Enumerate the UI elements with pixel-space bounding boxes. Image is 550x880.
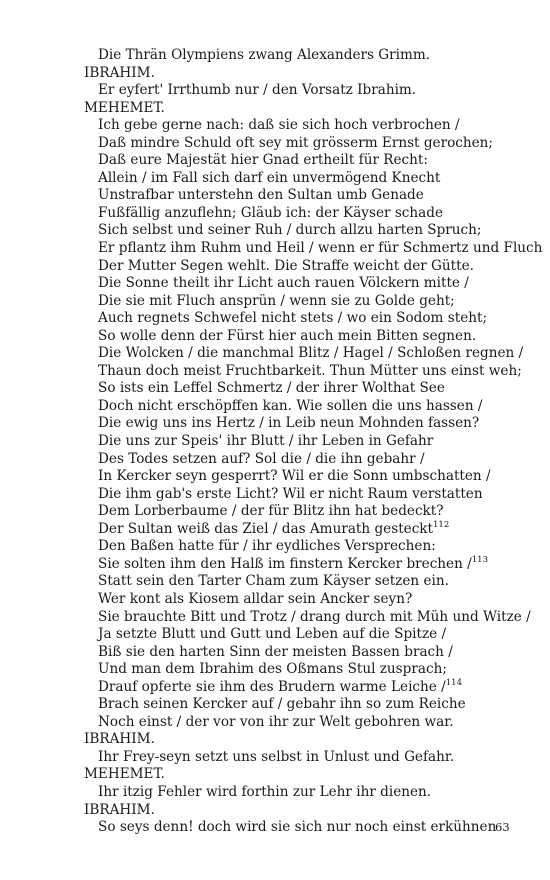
verse-text: Die Wolcken / die manchmal Blitz / Hagel / Schloßen regnen / <box>98 345 524 362</box>
verse-text: Die Sonne theilt ihr Licht auch rauen Völckern mitte / <box>98 275 469 292</box>
verse-line <box>84 328 524 346</box>
verse-line <box>84 679 524 697</box>
speaker-heading <box>84 100 524 118</box>
verse-text: Sie solten ihm den Halß im finstern Kercker brechen / <box>98 555 472 572</box>
verse-text: Doch nicht erschöpffen kan. Wie sollen die uns hassen / <box>98 397 483 414</box>
verse-line <box>84 521 524 539</box>
verse-line <box>84 187 524 205</box>
verse-text: Statt sein den Tarter Cham zum Käyser setzen ein. <box>98 573 449 590</box>
verse-text: Er eyfert' Irrthumb nur / den Vorsatz Ibrahim. <box>98 82 417 99</box>
verse-text: Ja setzte Blutt und Gutt und Leben auf die Spitze / <box>98 626 447 643</box>
verse-text: Die ewig uns ins Hertz / in Leib neun Mohnden fassen? <box>98 415 480 432</box>
speaker-heading <box>84 766 524 784</box>
verse-line <box>84 415 524 433</box>
footnote-marker: 113 <box>471 554 488 565</box>
speaker-heading <box>84 802 524 820</box>
verse-line <box>84 503 524 521</box>
verse-text: In Kercker seyn gesperrt? Wil er die Sonn umbschatten / <box>98 468 491 485</box>
verse-line <box>84 433 524 451</box>
verse-text: Des Todes setzen auf? Sol die / die ihn gebahr / <box>98 450 425 467</box>
speaker-name: IBRAHIM. <box>84 731 155 748</box>
verse-line <box>84 644 524 662</box>
verse-line <box>84 275 524 293</box>
verse-line <box>84 310 524 328</box>
verse-line <box>84 47 524 65</box>
verse-line <box>84 398 524 416</box>
speaker-heading <box>84 65 524 83</box>
verse-line <box>84 661 524 679</box>
speaker-name: IBRAHIM. <box>84 801 155 818</box>
verse-line <box>84 117 524 135</box>
verse-text: Unstrafbar unterstehn den Sultan umb Genade <box>98 187 424 204</box>
verse-line <box>84 696 524 714</box>
verse-line <box>84 82 524 100</box>
speaker-name: MEHEMET. <box>84 99 165 116</box>
verse-text: Den Baßen hatte für / ihr eydliches Versprechen: <box>98 538 436 555</box>
verse-line <box>84 486 524 504</box>
verse-line <box>84 451 524 469</box>
verse-text: Ich gebe gerne nach: daß sie sich hoch verbrochen / <box>98 117 460 134</box>
verse-line <box>84 240 543 258</box>
page-number: 63 <box>495 820 510 834</box>
verse-text: Sie brauchte Bitt und Trotz / drang durch mit Müh und Witze / <box>98 608 531 625</box>
verse-line <box>84 363 524 381</box>
verse-text: Der Sultan weiß das Ziel / das Amurath gesteckt <box>98 520 434 537</box>
speaker-name: IBRAHIM. <box>84 64 155 81</box>
verse-text: Thaun doch meist Fruchtbarkeit. Thun Mütter uns einst weh; <box>98 362 522 379</box>
verse-text: Drauf opferte sie ihm des Brudern warme Leiche / <box>98 678 446 695</box>
verse-text: Allein / im Fall sich darf ein unvermögend Knecht <box>98 169 441 186</box>
verse-text: Noch einst / der vor von ihr zur Welt gebohren war. <box>98 713 454 730</box>
verse-text-block <box>84 47 543 837</box>
verse-line <box>84 626 524 644</box>
verse-line <box>84 468 524 486</box>
verse-line <box>84 222 524 240</box>
verse-line <box>84 293 524 311</box>
verse-text: Die ihm gab's erste Licht? Wil er nicht Raum verstatten <box>98 485 483 502</box>
speaker-name: MEHEMET. <box>84 766 165 783</box>
verse-line <box>84 608 531 627</box>
verse-text: Ihr Frey-seyn setzt uns selbst in Unlust und Gefahr. <box>98 748 455 765</box>
verse-text: Daß mindre Schuld oft sey mit grösserm Ernst gerochen; <box>98 134 494 151</box>
verse-line <box>84 749 524 767</box>
verse-text: Daß eure Majestät hier Gnad ertheilt für Recht: <box>98 152 428 169</box>
verse-text: Sich selbst und seiner Ruh / durch allzu harten Spruch; <box>98 222 482 239</box>
verse-line <box>84 556 524 574</box>
verse-line <box>84 258 524 276</box>
verse-text: Brach seinen Kercker auf / gebahr ihn so zum Reiche <box>98 696 466 713</box>
verse-text: Die sie mit Fluch ansprün / wenn sie zu Golde geht; <box>98 292 455 309</box>
verse-text: Der Mutter Segen wehlt. Die Straffe weicht der Gütte. <box>98 257 474 274</box>
verse-text: Er pflantz ihm Ruhm und Heil / wenn er für Schmertz und Fluch <box>98 240 543 257</box>
verse-line <box>84 152 524 170</box>
verse-text: So seys denn! doch wird sie sich nur noch einst erkühnen <box>98 819 497 836</box>
verse-line <box>84 573 524 591</box>
verse-text: So ists ein Leffel Schmertz / der ihrer Wolthat See <box>98 380 445 397</box>
verse-line <box>84 380 524 398</box>
verse-text: Ihr itzig Fehler wird forthin zur Lehr ihr dienen. <box>98 783 432 800</box>
verse-text: Biß sie den harten Sinn der meisten Bassen brach / <box>98 643 453 660</box>
footnote-marker: 114 <box>445 677 462 688</box>
verse-line <box>84 135 524 153</box>
verse-line <box>84 784 524 802</box>
verse-line <box>84 819 524 837</box>
verse-line <box>84 591 524 609</box>
verse-text: Die uns zur Speis' ihr Blutt / ihr Leben in Gefahr <box>98 433 434 450</box>
footnote-marker: 112 <box>433 519 450 530</box>
verse-text: Fußfällig anzuflehn; Gläub ich: der Käyser schade <box>98 204 444 221</box>
verse-text: So wolle denn der Fürst hier auch mein Bitten segnen. <box>98 327 477 344</box>
verse-line <box>84 170 524 188</box>
verse-text: Dem Lorberbaume / der für Blitz ihn hat bedeckt? <box>98 503 444 520</box>
verse-text: Die Thrän Olympiens zwang Alexanders Grimm. <box>98 47 431 63</box>
verse-text: Und man dem Ibrahim des Oßmans Stul zusprach; <box>98 661 447 678</box>
verse-line <box>84 345 524 363</box>
verse-text: Auch regnets Schwefel nicht stets / wo ein Sodom steht; <box>98 310 488 327</box>
verse-text: Wer kont als Kiosem alldar sein Ancker seyn? <box>98 590 413 607</box>
speaker-heading <box>84 731 524 749</box>
verse-line <box>84 714 524 732</box>
verse-line <box>84 205 524 223</box>
verse-line <box>84 538 524 556</box>
